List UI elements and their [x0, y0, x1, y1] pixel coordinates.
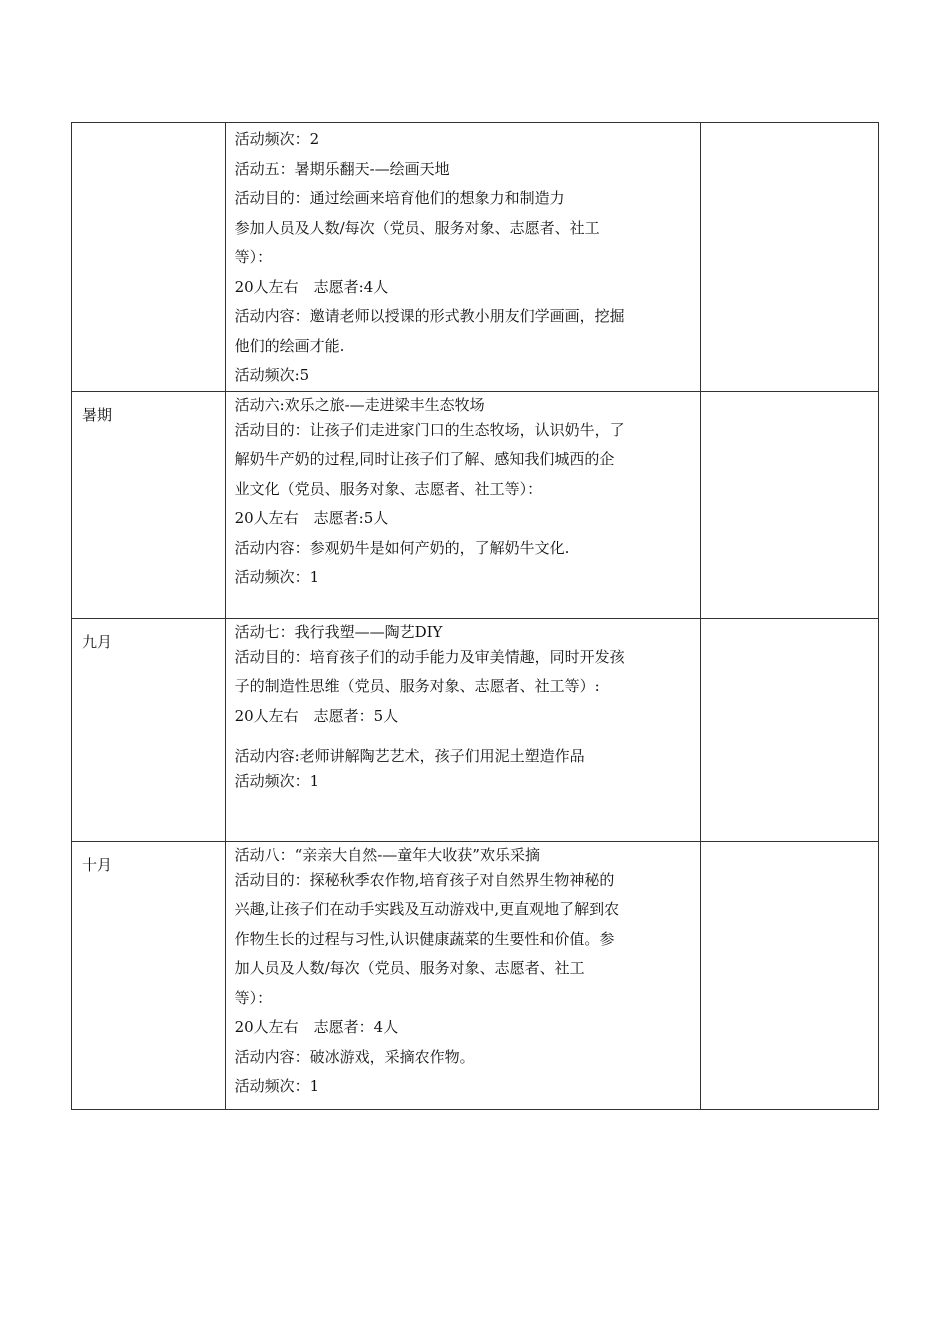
note-cell [701, 841, 879, 1109]
note-cell [701, 391, 879, 618]
activity-line: 活动频次：1 [234, 1077, 320, 1095]
month-label [72, 123, 225, 136]
activity-content-cell [225, 618, 701, 841]
month-cell [72, 841, 226, 1109]
note-cell [701, 618, 879, 841]
activity-line: 子的制造性思维（党员、服务对象、志愿者、社工等）: [234, 677, 600, 695]
activity-line: 活动内容：参观奶牛是如何产奶的，了解奶牛文化. [234, 538, 570, 557]
activity-plan-table [71, 122, 879, 1110]
activity-line: 解奶牛产奶的过程,同时让孩子们了解、感知我们城西的企 [234, 450, 615, 468]
month-label: 暑期 [82, 405, 113, 424]
activity-line: 活动五：暑期乐翻天-—绘画天地 [234, 159, 450, 178]
month-label: 九月 [82, 632, 113, 651]
table-row [72, 618, 879, 841]
month-cell [72, 618, 226, 841]
activity-line: 活动频次：1 [234, 568, 320, 586]
activity-line: 20人左右 志愿者:5人 [234, 509, 389, 527]
activity-line: 业文化（党员、服务对象、志愿者、社工等）： [234, 479, 543, 498]
activity-line: 活动频次:5 [234, 366, 310, 384]
activity-line: 他们的绘画才能. [234, 336, 345, 355]
activity-line: 活动内容：破冰游戏，采摘农作物。 [234, 1047, 475, 1066]
spacer [235, 731, 695, 745]
activity-line: 加人员及人数/每次（党员、服务对象、志愿者、社工 [234, 959, 585, 977]
note-cell [701, 123, 879, 392]
activity-line: 20人左右 志愿者:4人 [234, 277, 389, 296]
activity-line: 等）： [234, 988, 273, 1007]
activity-line: 活动目的：让孩子们走进家门口的生态牧场，认识奶牛，了 [234, 420, 625, 439]
activity-line: 20人左右 志愿者：4人 [234, 1018, 399, 1036]
month-cell [72, 391, 226, 618]
activity-line: 活动频次：2 [234, 130, 320, 148]
activity-line: 活动目的：培育孩子们的动手能力及审美情趣，同时开发孩 [234, 647, 625, 666]
activity-line: 作物生长的过程与习性,认识健康蔬菜的生要性和价值。参 [234, 929, 615, 948]
activity-title: 活动七：我行我塑——陶艺DIY [234, 622, 443, 641]
table-row [72, 123, 879, 392]
activity-content-cell [225, 123, 701, 392]
activity-title: 活动六:欢乐之旅-—走进梁丰生态牧场 [234, 395, 485, 414]
month-cell [72, 123, 226, 392]
activity-line: 活动内容：邀请老师以授课的形式教小朋友们学画画，挖掘 [234, 307, 625, 325]
activity-title: 活动八：“亲亲大自然-—童年大收获”欢乐采摘 [234, 845, 540, 864]
table-row [72, 841, 879, 1109]
activity-line: 等）： [234, 248, 273, 266]
activity-line: 活动目的：通过绘画来培育他们的想象力和制造力 [234, 189, 565, 207]
activity-line: 兴趣,让孩子们在动手实践及互动游戏中,更直观地了解到农 [234, 900, 620, 918]
activity-line: 20人左右 志愿者：5人 [234, 706, 399, 725]
activity-line: 活动目的：探秘秋季农作物,培育孩子对自然界生物神秘的 [234, 870, 615, 889]
activity-content-cell [225, 841, 701, 1109]
activity-line: 活动频次：1 [234, 772, 320, 790]
table-row [72, 391, 879, 618]
activity-content-cell [225, 391, 701, 618]
activity-line: 活动内容:老师讲解陶艺艺术，孩子们用泥土塑造作品 [234, 747, 585, 765]
month-label: 十月 [82, 855, 113, 874]
activity-line: 参加人员及人数/每次（党员、服务对象、志愿者、社工 [234, 218, 600, 237]
